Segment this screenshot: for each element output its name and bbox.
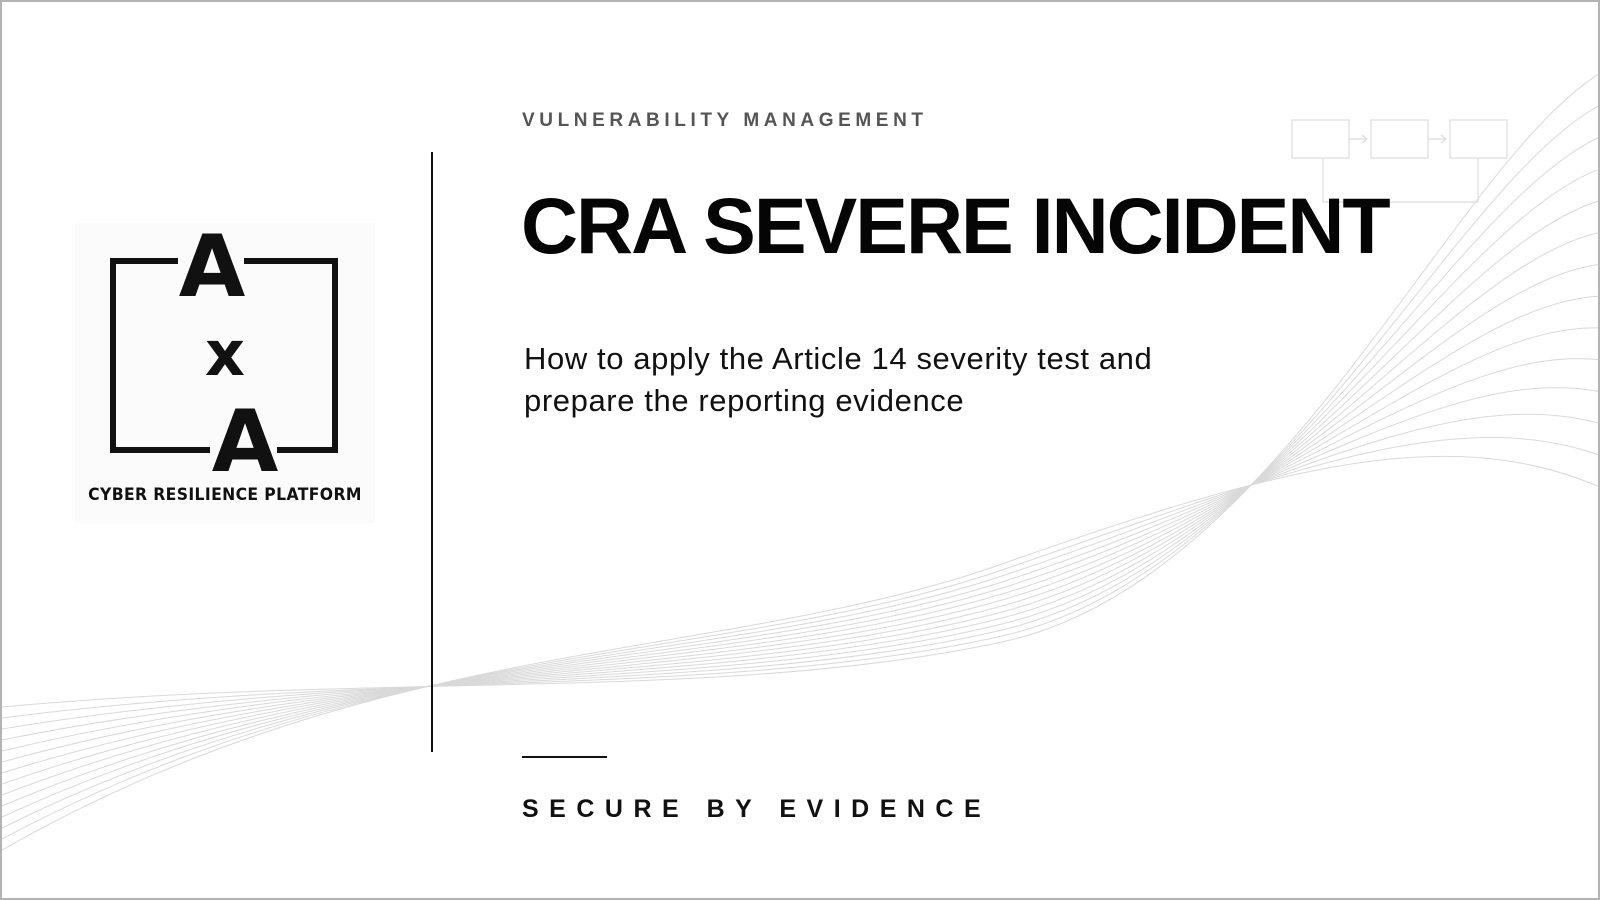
tagline: SECURE BY EVIDENCE: [522, 795, 992, 823]
company-logo: [75, 223, 375, 523]
logo-middle-letter: x: [205, 317, 245, 390]
slide-title: CRA SEVERE INCIDENT: [521, 181, 1389, 270]
accent-rule: [522, 756, 607, 758]
vertical-divider: [431, 152, 433, 752]
logo-bottom-letter: A: [211, 392, 279, 492]
logo-caption: CYBER RESILIENCE PLATFORM: [88, 485, 362, 505]
axa-mark-icon: [75, 223, 375, 523]
slide-subtitle: How to apply the Article 14 severity test and prepare the reporting evidence: [524, 341, 1153, 418]
eyebrow-label: VULNERABILITY MANAGEMENT: [522, 110, 928, 131]
logo-top-letter: A: [178, 223, 246, 317]
